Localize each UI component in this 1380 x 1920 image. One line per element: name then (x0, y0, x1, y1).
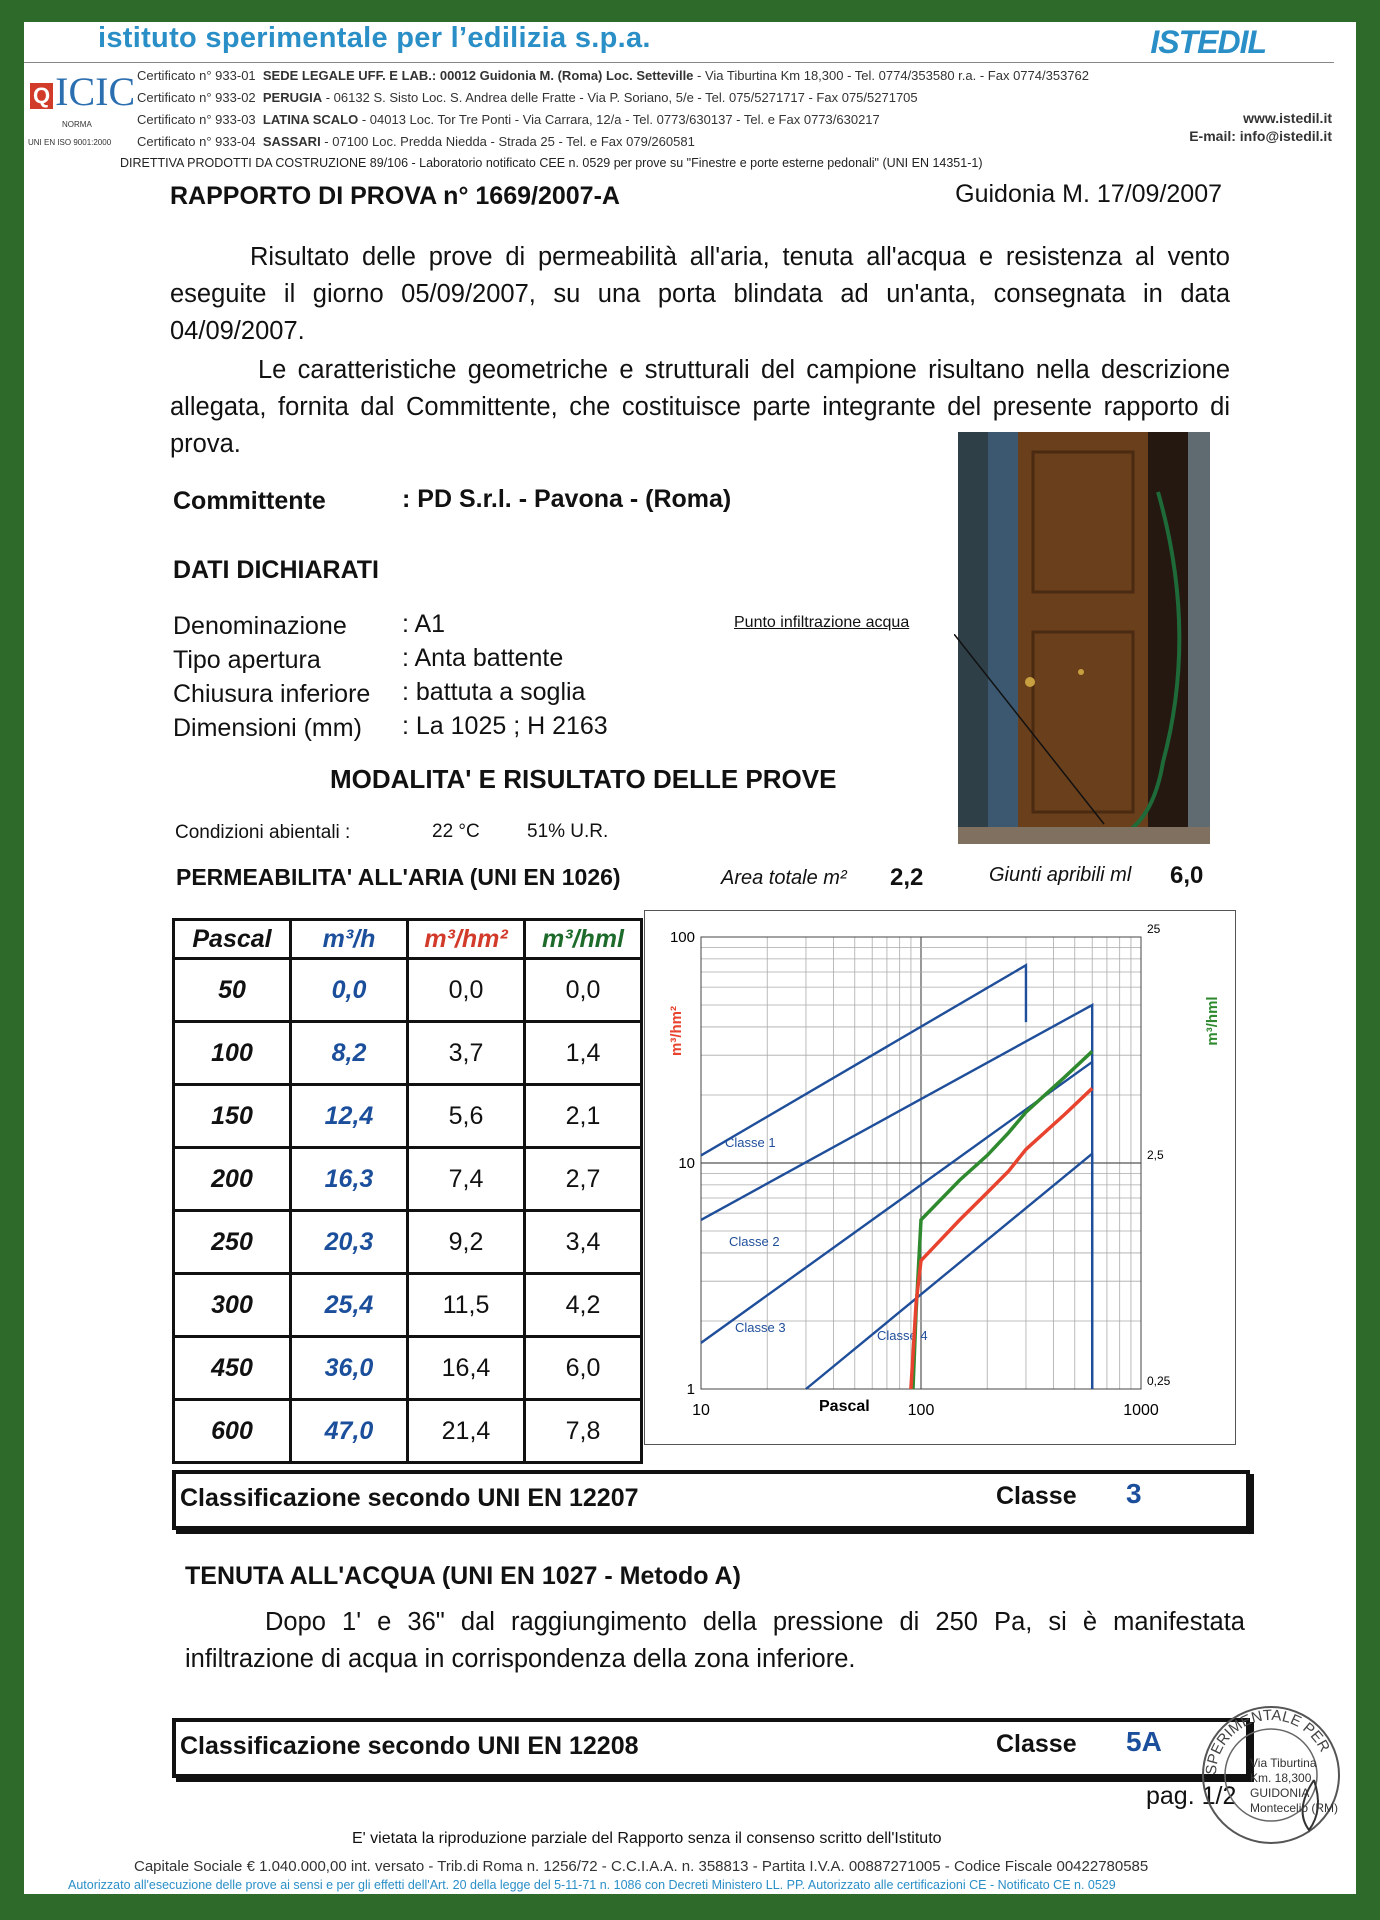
stamp-line-4: Montecelio (RM) (1250, 1801, 1339, 1815)
class-1-line (701, 965, 1026, 1155)
norma-label: NORMA (62, 120, 92, 129)
photo-callout-line (954, 634, 1114, 834)
header-m3hm2: m³/hm² (408, 920, 525, 959)
classification-12207-label: Classe (996, 1482, 1077, 1510)
table-cell: 0,0 (525, 959, 642, 1022)
x-tick-label: 100 (907, 1402, 935, 1419)
class-label-4: Classe 4 (877, 1328, 928, 1343)
header-m3hml: m³/hml (525, 920, 642, 959)
dati-label-2: Tipo apertura (173, 646, 321, 674)
area-curve (911, 1088, 1092, 1389)
joint-curve (913, 1051, 1092, 1389)
header-divider (24, 62, 1334, 63)
table-cell: 3,7 (408, 1022, 525, 1085)
classification-12208-box (172, 1718, 1250, 1778)
table-cell: 25,4 (291, 1274, 408, 1337)
report-page (24, 22, 1356, 1894)
direttiva-text: DIRETTIVA PRODOTTI DA COSTRUZIONE 89/106 - Laboratorio notificato CEE n. 0529 per prove su "Finestre e porte esterne pedonali" (UNI EN 14351-1) (120, 156, 983, 170)
temperature-value: 22 °C (432, 821, 480, 842)
istedil-logo: ISTEDIL (1150, 24, 1266, 60)
modalita-title: MODALITA' E RISULTATO DELLE PROVE (330, 764, 837, 794)
footer-company: Capitale Sociale € 1.040.000,00 int. versato - Trib.di Roma n. 1256/72 - C.C.I.A.A. n. 358813 - Partita I.V.A. 00887271005 - Codice Fiscale 00422780585 (134, 1858, 1149, 1875)
table-cell: 6,0 (525, 1337, 642, 1400)
dati-label-4: Dimensioni (mm) (173, 714, 362, 742)
classification-12207-text: Classificazione secondo UNI EN 12207 (180, 1484, 639, 1512)
cert-line-4: Certificato n° 933-04 SASSARI - 07100 Loc. Predda Niedda - Strada 25 - Tel. e Fax 079/260581 (137, 134, 695, 149)
class-2-line (701, 1005, 1092, 1220)
table-cell: 7,4 (408, 1148, 525, 1211)
stamp-line-2: Km. 18,300 (1250, 1771, 1312, 1785)
x-tick-label: 1000 (1123, 1402, 1159, 1419)
table-cell: 1,4 (525, 1022, 642, 1085)
dati-label-1: Denominazione (173, 612, 347, 640)
humidity-value: 51% U.R. (527, 821, 609, 842)
table-cell: 16,3 (291, 1148, 408, 1211)
tenuta-text: Dopo 1' e 36" dal raggiungimento della pressione di 250 Pa, si è manifestata infiltrazione di acqua in corrispondenza della zona inferiore. (185, 1608, 1245, 1673)
table-row (174, 1085, 642, 1148)
table-cell: 450 (174, 1337, 291, 1400)
stamp-line-1: Via Tiburtina (1250, 1756, 1317, 1770)
permeability-table (172, 918, 643, 1464)
report-title: RAPPORTO DI PROVA n° 1669/2007-A (170, 182, 620, 210)
table-cell: 7,8 (525, 1400, 642, 1463)
table-cell: 9,2 (408, 1211, 525, 1274)
table-cell: 50 (174, 959, 291, 1022)
y-right-axis-label: m³/hml (1204, 996, 1221, 1046)
table-row (174, 1148, 642, 1211)
stamp-address (1250, 1756, 1338, 1816)
y-left-tick-label: 1 (686, 1381, 695, 1398)
y-right-tick-label: 0,25 (1147, 1374, 1171, 1388)
institute-name: istituto sperimentale per l’edilizia s.p.a. (98, 22, 651, 54)
footer-authorization: Autorizzato all'esecuzione delle prove ai sensi e per gli effetti dell'Art. 20 della legge del 5-11-71 n. 1086 con Decreti Ministero LL. PP. Autorizzato alle certificazioni CE - Notificato CE n. 0529 (68, 1878, 1116, 1892)
permeability-chart-svg (645, 911, 1235, 1444)
table-row (174, 959, 642, 1022)
y-left-tick-label: 100 (669, 929, 695, 946)
stamp-line-3: GUIDONIA (1250, 1786, 1310, 1800)
table-cell: 20,3 (291, 1211, 408, 1274)
icic-logo (30, 68, 135, 115)
cert-line-2: Certificato n° 933-02 PERUGIA - 06132 S. Sisto Loc. S. Andrea delle Fratte - Via P. Soriano, 5/e - Tel. 075/5271717 - Fax 075/5271705 (137, 90, 918, 105)
page-number: pag. 1/2 (1146, 1782, 1237, 1810)
icic-logo-text: ICIC (55, 69, 136, 114)
table-cell: 2,1 (525, 1085, 642, 1148)
classification-12207-box (172, 1470, 1250, 1530)
q-icon: Q (30, 83, 53, 109)
tenuta-title: TENUTA ALL'ACQUA (UNI EN 1027 - Metodo A) (185, 1562, 741, 1590)
giunti-value: 6,0 (1170, 862, 1204, 889)
dati-value-1: : A1 (402, 610, 446, 638)
table-cell: 4,2 (525, 1274, 642, 1337)
class-label-1: Classe 1 (725, 1135, 776, 1150)
classification-12207-value: 3 (1126, 1478, 1142, 1509)
dati-value-2: : Anta battente (402, 644, 564, 672)
table-row (174, 1274, 642, 1337)
classification-12208-value: 5A (1126, 1726, 1162, 1757)
classification-12208-text: Classificazione secondo UNI EN 12208 (180, 1732, 639, 1760)
header-m3h: m³/h (291, 920, 408, 959)
table-cell: 11,5 (408, 1274, 525, 1337)
table-cell: 2,7 (525, 1148, 642, 1211)
table-cell: 5,6 (408, 1085, 525, 1148)
permeabilita-title: PERMEABILITA' ALL'ARIA (UNI EN 1026) (176, 864, 621, 890)
x-axis-label: Pascal (819, 1398, 870, 1415)
classification-12208-label: Classe (996, 1730, 1077, 1758)
table-cell: 3,4 (525, 1211, 642, 1274)
table-cell: 0,0 (408, 959, 525, 1022)
table-cell: 8,2 (291, 1022, 408, 1085)
y-right-tick-label: 2,5 (1147, 1148, 1164, 1162)
table-row (174, 1337, 642, 1400)
condizioni-label: Condizioni abientali : (175, 822, 351, 843)
table-cell: 21,4 (408, 1400, 525, 1463)
uni-iso-label: UNI EN ISO 9001:2000 (28, 138, 112, 147)
email-link[interactable]: E-mail: info@istedil.it (1189, 128, 1332, 144)
y-left-axis-label: m³/hm² (668, 1006, 685, 1056)
table-cell: 0,0 (291, 959, 408, 1022)
dati-value-4: : La 1025 ; H 2163 (402, 712, 608, 740)
table-header-row (174, 920, 642, 959)
table-cell: 300 (174, 1274, 291, 1337)
table-cell: 250 (174, 1211, 291, 1274)
committente-value: : PD S.r.l. - Pavona - (Roma) (402, 485, 732, 513)
photo-callout-label: Punto infiltrazione acqua (734, 614, 910, 631)
table-cell: 16,4 (408, 1337, 525, 1400)
table-cell: 150 (174, 1085, 291, 1148)
class-label-2: Classe 2 (729, 1234, 780, 1249)
cert-line-3: Certificato n° 933-03 LATINA SCALO - 04013 Loc. Tor Tre Ponti - Via Carrara, 12/a - Tel. 0773/630137 - Tel. e Fax 0773/630217 (137, 112, 880, 127)
table-row (174, 1211, 642, 1274)
footer-notice: E' vietata la riproduzione parziale del Rapporto senza il consenso scritto dell'Istituto (352, 1830, 942, 1847)
table-cell: 100 (174, 1022, 291, 1085)
area-value: 2,2 (890, 864, 924, 891)
table-row (174, 1400, 642, 1463)
table-cell: 36,0 (291, 1337, 408, 1400)
dati-value-3: : battuta a soglia (402, 678, 586, 706)
y-right-tick-label: 25 (1147, 922, 1161, 936)
report-date: Guidonia M. 17/09/2007 (955, 180, 1222, 208)
y-left-tick-label: 10 (678, 1155, 695, 1172)
area-label: Area totale m² (721, 867, 847, 889)
giunti-label: Giunti apribili ml (989, 864, 1132, 886)
table-row (174, 1022, 642, 1085)
permeability-chart (644, 910, 1236, 1445)
table-cell: 12,4 (291, 1085, 408, 1148)
cert-line-1: Certificato n° 933-01 SEDE LEGALE UFF. E LAB.: 00012 Guidonia M. (Roma) Loc. Setteville - Via Tiburtina Km 18,300 - Tel. 0774/353580 r.a. - Fax 0774/353762 (137, 68, 1089, 83)
dati-title: DATI DICHIARATI (173, 556, 379, 584)
committente-label: Committente (173, 487, 326, 515)
header-pascal: Pascal (174, 920, 291, 959)
dati-label-3: Chiusura inferiore (173, 680, 371, 708)
class-label-3: Classe 3 (735, 1320, 786, 1335)
x-tick-label: 10 (692, 1402, 710, 1419)
table-cell: 600 (174, 1400, 291, 1463)
paragraph-2: Le caratteristiche geometriche e strutturali del campione risultano nella descrizione allegata, fornita dal Committente, che costituisce parte integrante del presente rapporto di prova. (170, 356, 1230, 458)
table-cell: 47,0 (291, 1400, 408, 1463)
paragraph-1: Risultato delle prove di permeabilità all'aria, tenuta all'acqua e resistenza al vento eseguite il giorno 05/09/2007, su una porta blindata ad un'anta, consegnata in data 04/09/2007. (170, 243, 1230, 345)
table-cell: 200 (174, 1148, 291, 1211)
website-link[interactable]: www.istedil.it (1243, 110, 1332, 126)
svg-text:SPERIMENTALE PER: SPERIMENTALE PER (1202, 1706, 1334, 1776)
